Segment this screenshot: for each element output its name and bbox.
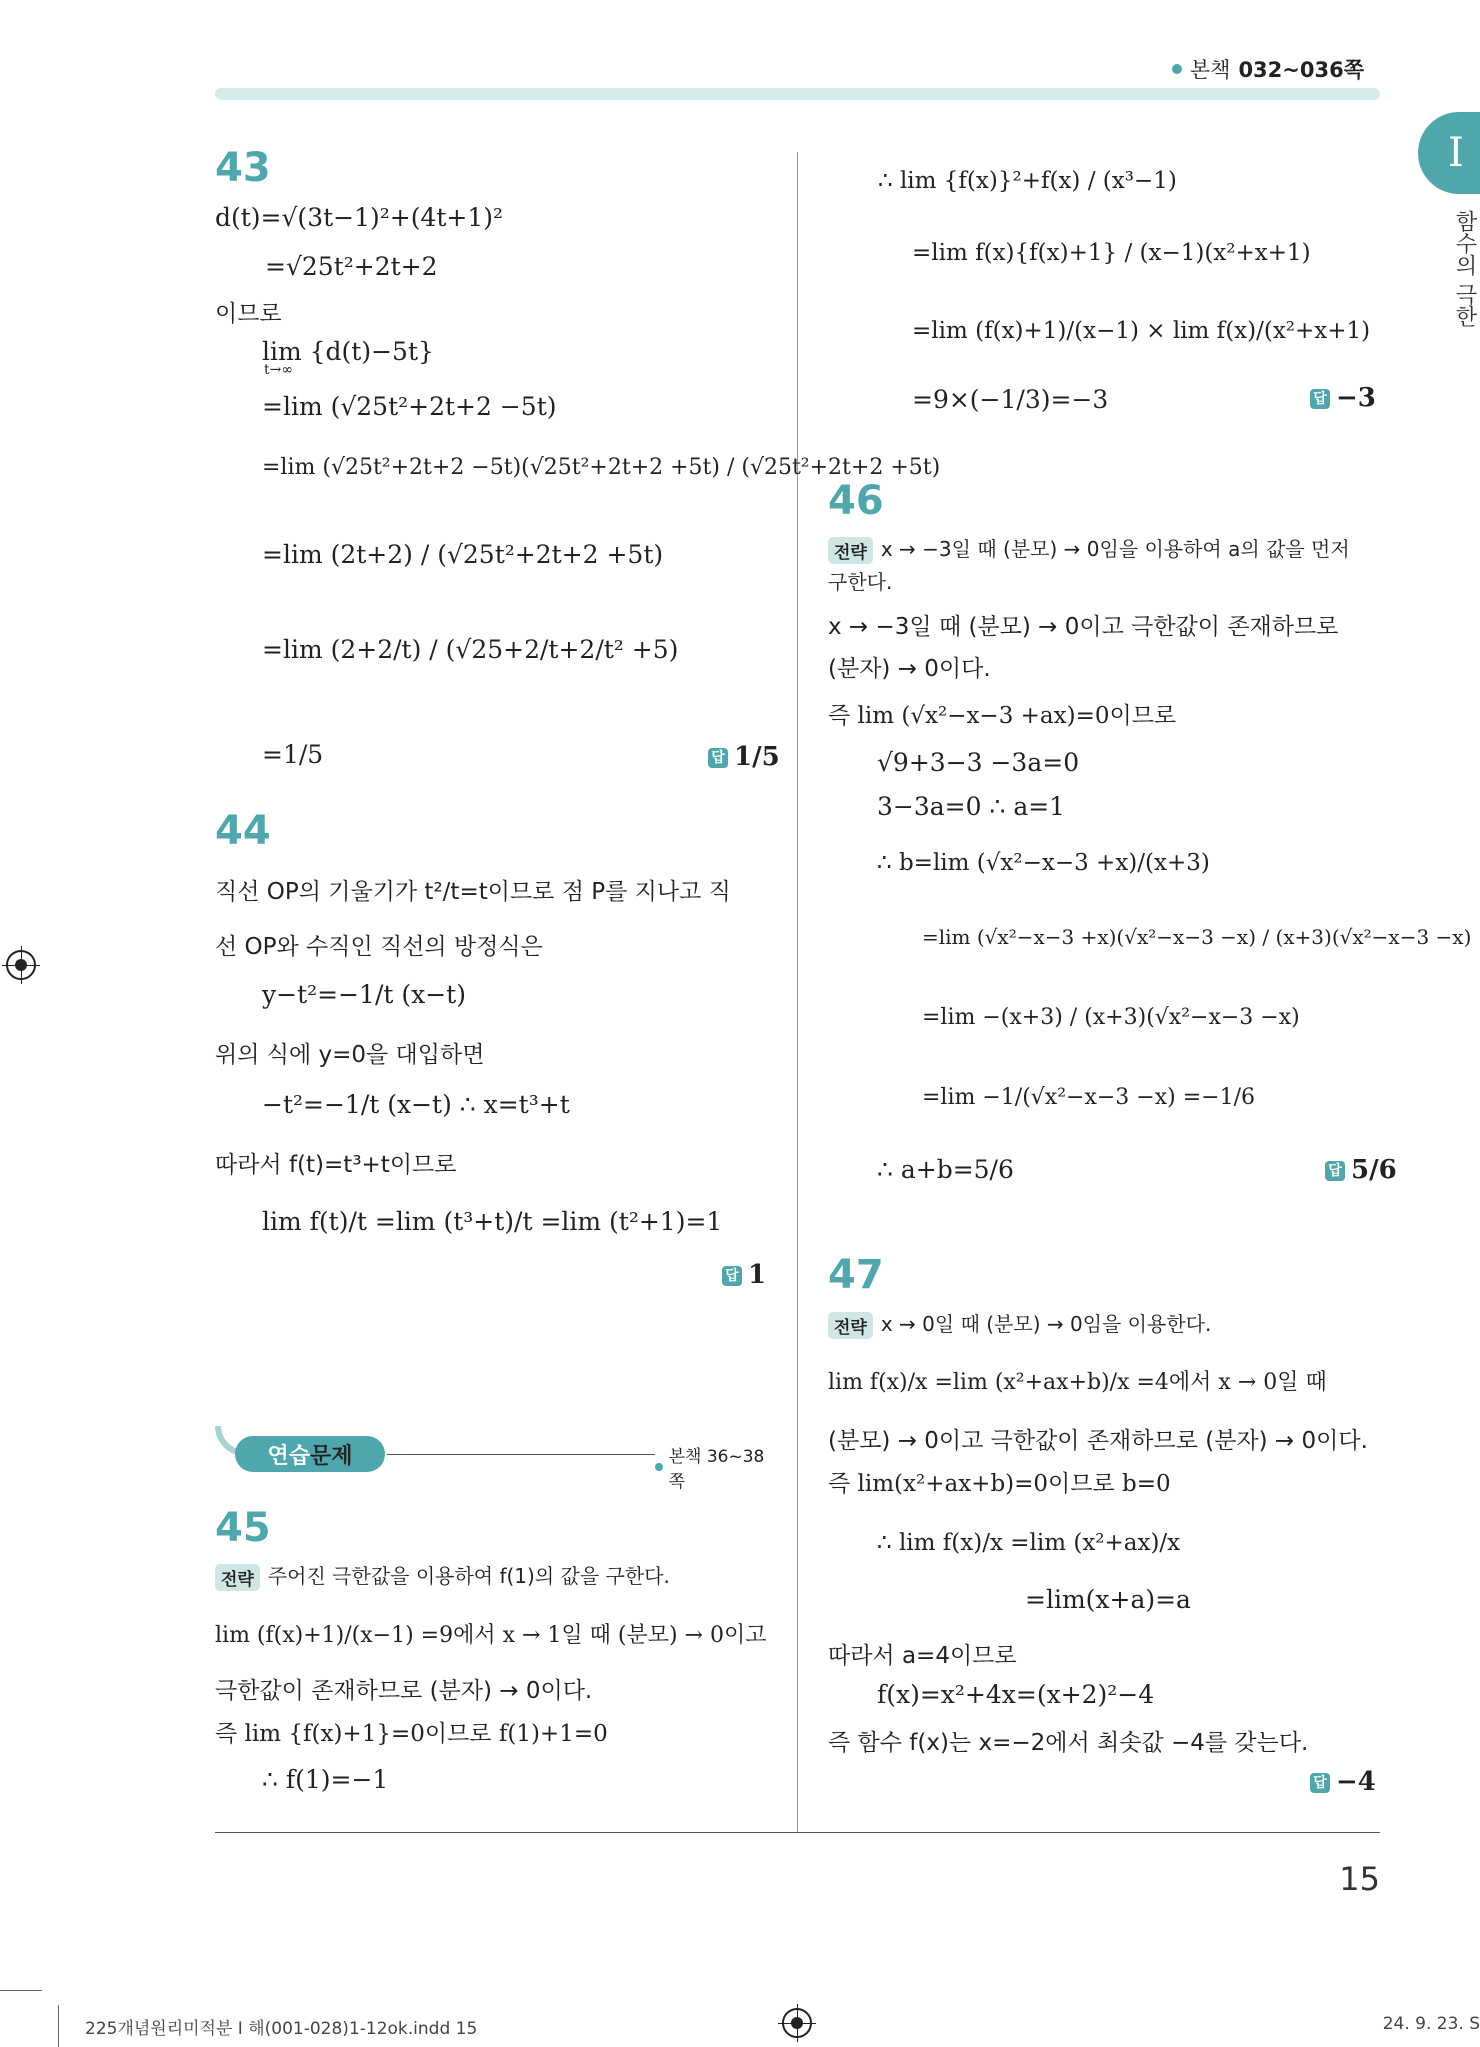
text-line: 따라서 a=4이므로 <box>828 1643 1017 1669</box>
math-line: f(x)=x²+4x=(x+2)²−4 <box>877 1680 1155 1709</box>
strategy-line <box>828 1308 1211 1339</box>
answer-value: 5/6 <box>1351 1155 1397 1185</box>
practice-ref <box>655 1442 775 1492</box>
strategy-tag: 전략 <box>215 1564 260 1591</box>
problem-number: 44 <box>215 808 271 854</box>
bullet-dot-icon <box>1172 64 1182 74</box>
answer-value: 1 <box>748 1260 767 1290</box>
text-line: 위의 식에 y=0을 대입하면 <box>215 1042 485 1068</box>
math-line: 3−3a=0 ∴ a=1 <box>877 792 1066 821</box>
strategy-line <box>828 533 1350 564</box>
math-line: =lim (2+2/t) / (√25+2/t+2/t² +5) <box>262 635 679 664</box>
answer <box>1310 1767 1376 1797</box>
text-line: 이므로 <box>215 301 282 327</box>
header-ref-pages: 032~036쪽 <box>1238 58 1364 82</box>
chapter-tab <box>1418 112 1480 194</box>
math-line: =√25t²+2t+2 <box>265 252 438 281</box>
text-line: (분모) → 0이고 극한값이 존재하므로 (분자) → 0이다. <box>828 1428 1368 1454</box>
math-line: 즉 lim (√x²−x−3 +ax)=0이므로 <box>828 703 1177 729</box>
math-line: lim f(t)/t =lim (t³+t)/t =lim (t²+1)=1 <box>262 1207 723 1236</box>
math-line: =1/5 <box>262 740 324 769</box>
strategy-tag: 전략 <box>828 1312 873 1339</box>
answer-value: 1/5 <box>734 742 780 772</box>
math-line: =lim (√x²−x−3 +x)(√x²−x−3 −x) / (x+3)(√x²−x−3 −x) <box>922 925 1472 949</box>
answer-badge-icon: 답 <box>1310 389 1330 409</box>
text-line: 직선 OP의 기울기가 t²/t=t이므로 점 P를 지나고 직 <box>215 879 731 905</box>
column-divider <box>797 152 798 1832</box>
problem-number: 45 <box>215 1505 271 1551</box>
math-line: ∴ a+b=5/6 <box>877 1155 1014 1184</box>
registration-mark-icon <box>6 950 36 980</box>
bullet-dot-icon <box>655 1463 663 1471</box>
math-line: =lim −(x+3) / (x+3)(√x²−x−3 −x) <box>922 1005 1300 1030</box>
practice-title-b: 문제 <box>310 1443 353 1469</box>
footer-file: 225개념원리미적분 I 해(001-028)1-12ok.indd 15 <box>85 2019 478 2039</box>
strategy-text: x → −3일 때 (분모) → 0임을 이용하여 a의 값을 먼저 <box>880 537 1350 561</box>
math-line: =lim (f(x)+1)/(x−1) × lim f(x)/(x²+x+1) <box>912 318 1371 344</box>
math-line: =lim −1/(√x²−x−3 −x) =−1/6 <box>922 1085 1255 1110</box>
math-line: ∴ f(1)=−1 <box>262 1765 389 1794</box>
math-line: 즉 lim {f(x)+1}=0이므로 f(1)+1=0 <box>215 1721 608 1747</box>
practice-title <box>235 1436 385 1472</box>
math-line: ∴ lim f(x)/x =lim (x²+ax)/x <box>877 1530 1181 1556</box>
math-line: lim f(x)/x =lim (x²+ax+b)/x =4에서 x → 0일 때 <box>828 1370 1327 1395</box>
math-line: =lim f(x){f(x)+1} / (x−1)(x²+x+1) <box>912 240 1311 266</box>
answer-badge-icon: 답 <box>722 1266 742 1286</box>
answer-badge-icon: 답 <box>1310 1773 1330 1793</box>
crop-line <box>0 1990 42 1991</box>
problem-number: 47 <box>828 1252 884 1298</box>
math-line: =9×(−1/3)=−3 <box>912 385 1109 414</box>
chapter-title: 함수의 극한 <box>1452 210 1477 327</box>
page-number: 15 <box>1339 1860 1380 1898</box>
math-line: =lim(x+a)=a <box>1025 1585 1191 1614</box>
answer <box>708 742 780 772</box>
math-line: √9+3−3 −3a=0 <box>877 748 1080 777</box>
text-line: (분자) → 0이다. <box>828 656 991 682</box>
math-line: =lim (√25t²+2t+2 −5t) <box>262 392 557 421</box>
text-line: 선 OP와 수직인 직선의 방정식은 <box>215 934 543 960</box>
strategy-text: x → 0일 때 (분모) → 0임을 이용한다. <box>880 1312 1212 1336</box>
answer <box>1310 383 1376 413</box>
math-line: ∴ b=lim (√x²−x−3 +x)/(x+3) <box>877 850 1210 876</box>
answer-badge-icon: 답 <box>708 748 728 768</box>
practice-ref-text: 본책 36~38쪽 <box>668 1447 765 1492</box>
practice-title-a: 연습 <box>267 1443 310 1469</box>
bottom-rule <box>215 1832 1380 1833</box>
text-line: 즉 함수 f(x)는 x=−2에서 최솟값 −4를 갖는다. <box>828 1730 1309 1756</box>
math-line: lim (f(x)+1)/(x−1) =9에서 x → 1일 때 (분모) → 0이고 <box>215 1623 767 1648</box>
practice-section-header <box>215 1432 775 1492</box>
answer-value: −4 <box>1336 1767 1376 1797</box>
crop-line <box>58 2005 59 2047</box>
text-line: x → −3일 때 (분모) → 0이고 극한값이 존재하므로 <box>828 614 1339 640</box>
footer-date: 24. 9. 23. S <box>1382 2014 1480 2034</box>
math-line: ∴ lim {f(x)}²+f(x) / (x³−1) <box>878 168 1177 194</box>
header-page-ref <box>1172 54 1364 84</box>
answer-badge-icon: 답 <box>1325 1161 1345 1181</box>
strategy-tag: 전략 <box>828 537 873 564</box>
text-line: 따라서 f(t)=t³+t이므로 <box>215 1152 457 1178</box>
math-line: 즉 lim(x²+ax+b)=0이므로 b=0 <box>828 1471 1171 1497</box>
math-line: =lim (√25t²+2t+2 −5t)(√25t²+2t+2 +5t) / (√25t²+2t+2 +5t) <box>262 455 941 480</box>
limit-subscript: t→∞ <box>264 362 294 378</box>
answer <box>1325 1155 1397 1185</box>
strategy-line <box>215 1560 670 1591</box>
problem-number: 43 <box>215 145 271 191</box>
chapter-roman: I <box>1448 130 1464 176</box>
text-line: 극한값이 존재하므로 (분자) → 0이다. <box>215 1678 593 1704</box>
problem-number: 46 <box>828 478 884 524</box>
practice-rule <box>387 1454 655 1455</box>
math-line: y−t²=−1/t (x−t) <box>262 980 466 1009</box>
strategy-text: 주어진 극한값을 이용하여 f(1)의 값을 구한다. <box>267 1564 670 1588</box>
math-line: =lim (2t+2) / (√25t²+2t+2 +5t) <box>262 540 664 569</box>
math-line: d(t)=√(3t−1)²+(4t+1)² <box>215 203 504 232</box>
math-line: lim {d(t)−5t} <box>262 337 434 366</box>
registration-mark-icon <box>782 2008 812 2038</box>
strategy-line-2: 구한다. <box>828 570 893 594</box>
header-ref-label: 본책 <box>1189 58 1231 82</box>
math-line: −t²=−1/t (x−t) ∴ x=t³+t <box>262 1090 570 1119</box>
header-bar <box>215 88 1380 100</box>
answer-value: −3 <box>1336 383 1376 413</box>
answer <box>722 1260 766 1290</box>
